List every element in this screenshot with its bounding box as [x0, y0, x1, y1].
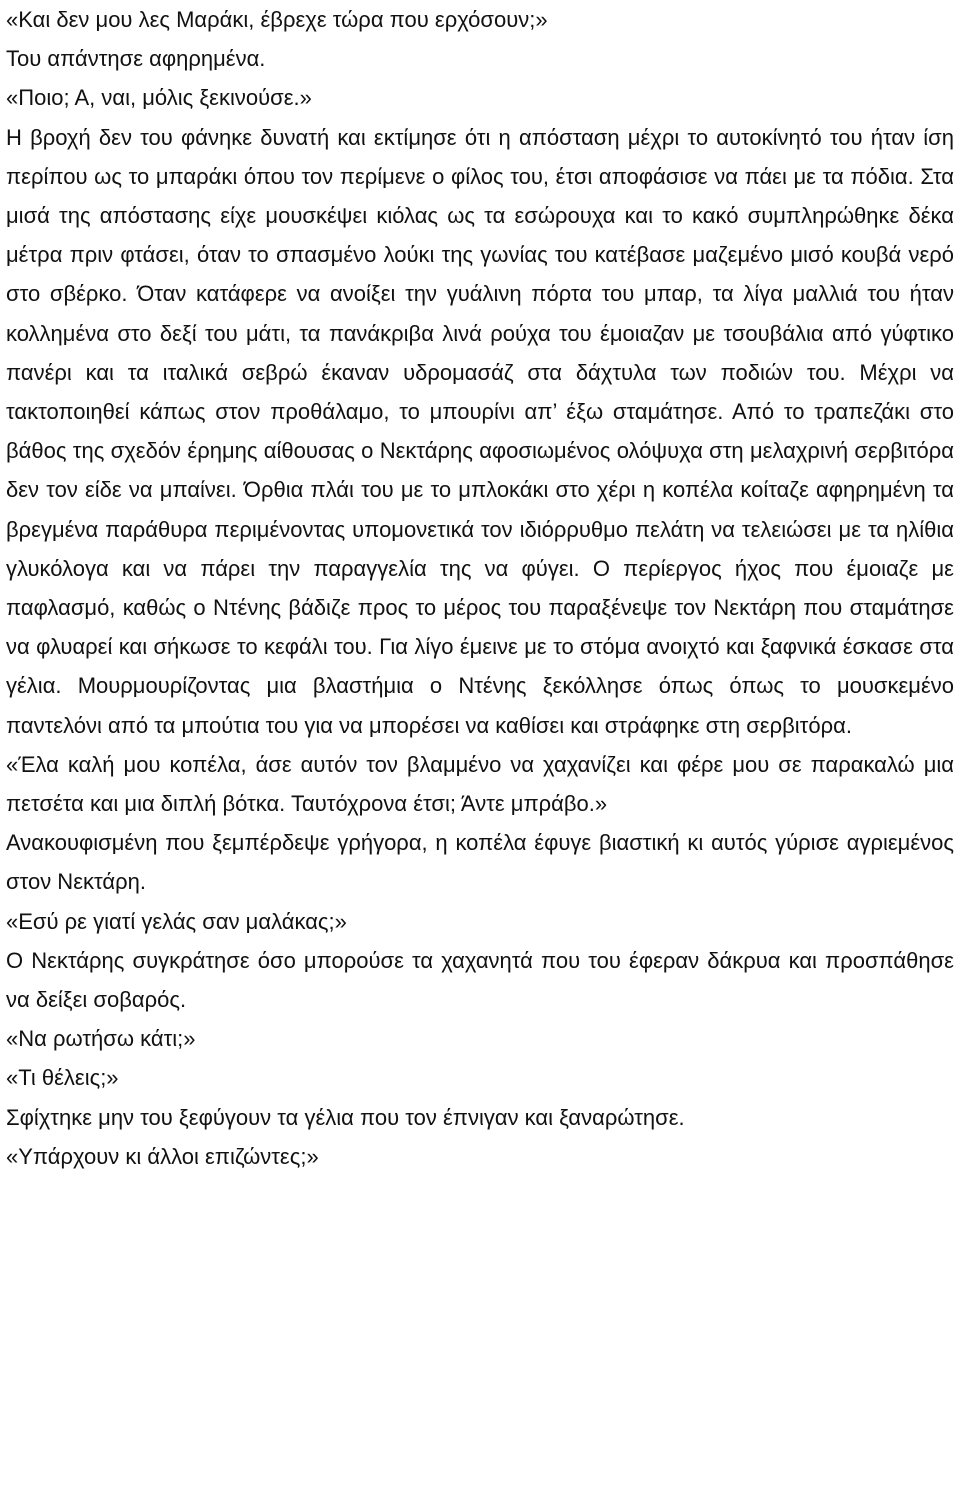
narration-paragraph: Η βροχή δεν του φάνηκε δυνατή και εκτίμησε ότι η απόσταση μέχρι το αυτοκίνητό του ήταν ίση περίπου ως το μπαράκι όπου τον περίμενε ο φίλος του, έτσι αποφάσισε να πάει με τα πόδια. Στα μισά της απόστασης είχε μουσκέψει κιόλας ως τα εσώρουχα και το κακό συμπληρώθηκε δέκα μέτρα πριν φτάσει, όταν το σπασμένο λούκι της γωνίας του κατέβασε μαζεμένο μισό κουβά νερό στο σβέρκο. Όταν κατάφερε να ανοίξει την γυάλινη πόρτα του μπαρ, τα λίγα μαλλιά του ήταν κολλημένα στο δεξί του μάτι, τα πανάκριβα λινά ρούχα του έμοιαζαν με τσουβάλια από γύφτικο πανέρι και τα ιταλικά σεβρώ έκαναν υδρομασάζ στα δάχτυλα των ποδιών του. Μέχρι να τακτοποιηθεί κάπως στον προθάλαμο, το μπουρίνι απ’ έξω σταμάτησε. Από το τραπεζάκι στο βάθος της σχεδόν έρημης αίθουσας ο Νεκτάρης αφοσιωμένος ολόψυχα στη μελαχρινή σερβιτόρα δεν τον είδε να μπαίνει. Όρθια πλάι του με το μπλοκάκι στο χέρι η κοπέλα κοίταζε αφηρημένη τα βρεγμένα παράθυρα περιμένοντας υπομονετικά τον ιδιόρρυθμο πελάτη να τελειώσει με τα ηλίθια γλυκόλογα και να πάρει την παραγγελία της να φύγει. Ο περίεργος ήχος που έμοιαζε με παφλασμό, καθώς ο Ντένης βάδιζε προς το μέρος του παραξένεψε τον Νεκτάρη που σταμάτησε να φλυαρεί και σήκωσε το κεφάλι του. Για λίγο έμεινε με το στόμα ανοιχτό και ξαφνικά έσκασε στα γέλια. Μουρμουρίζοντας μια βλαστήμια ο Ντένης ξεκόλλησε όπως όπως το μουσκεμένο παντελόνι από τα μπούτια του για να μπορέσει να καθίσει και στράφηκε στη σερβιτόρα.: [6, 124, 954, 738]
dialogue-line: «Τι θέλεις;»: [6, 1065, 119, 1091]
dialogue-line: «Και δεν μου λες Μαράκι, έβρεχε τώρα που ερχόσουν;»: [6, 7, 548, 32]
narration-line: Σφίχτηκε μην του ξεφύγουν τα γέλια που τον έπνιγαν και ξαναρώτησε.: [6, 1104, 685, 1130]
text-body: [6, 0, 954, 1176]
dialogue-line: «Να ρωτήσω κάτι;»: [6, 1026, 196, 1052]
narration-paragraph: Ο Νεκτάρης συγκράτησε όσο μπορούσε τα χαχανητά που του έφεραν δάκρυα και προσπάθησε να δείξει σοβαρός.: [6, 947, 954, 1013]
narration-paragraph: Ανακουφισμένη που ξεμπέρδεψε γρήγορα, η κοπέλα έφυγε βιαστική κι αυτός γύρισε αγριεμένος στον Νεκτάρη.: [6, 830, 954, 895]
dialogue-line: «Ποιο; Α, ναι, μόλις ξεκινούσε.»: [6, 85, 312, 111]
dialogue-line: «Υπάρχουν κι άλλοι επιζώντες;»: [6, 1143, 319, 1169]
dialogue-line: «Έλα καλή μου κοπέλα, άσε αυτόν τον βλαμμένο να χαχανίζει και φέρε μου σε παρακαλώ μια πετσέτα και μια διπλή βότκα. Ταυτόχρονα έτσι; Άντε μπράβο.»: [6, 751, 954, 817]
dialogue-line: «Εσύ ρε γιατί γελάς σαν μαλάκας;»: [6, 908, 347, 934]
narration-line: Του απάντησε αφηρημένα.: [6, 46, 266, 72]
